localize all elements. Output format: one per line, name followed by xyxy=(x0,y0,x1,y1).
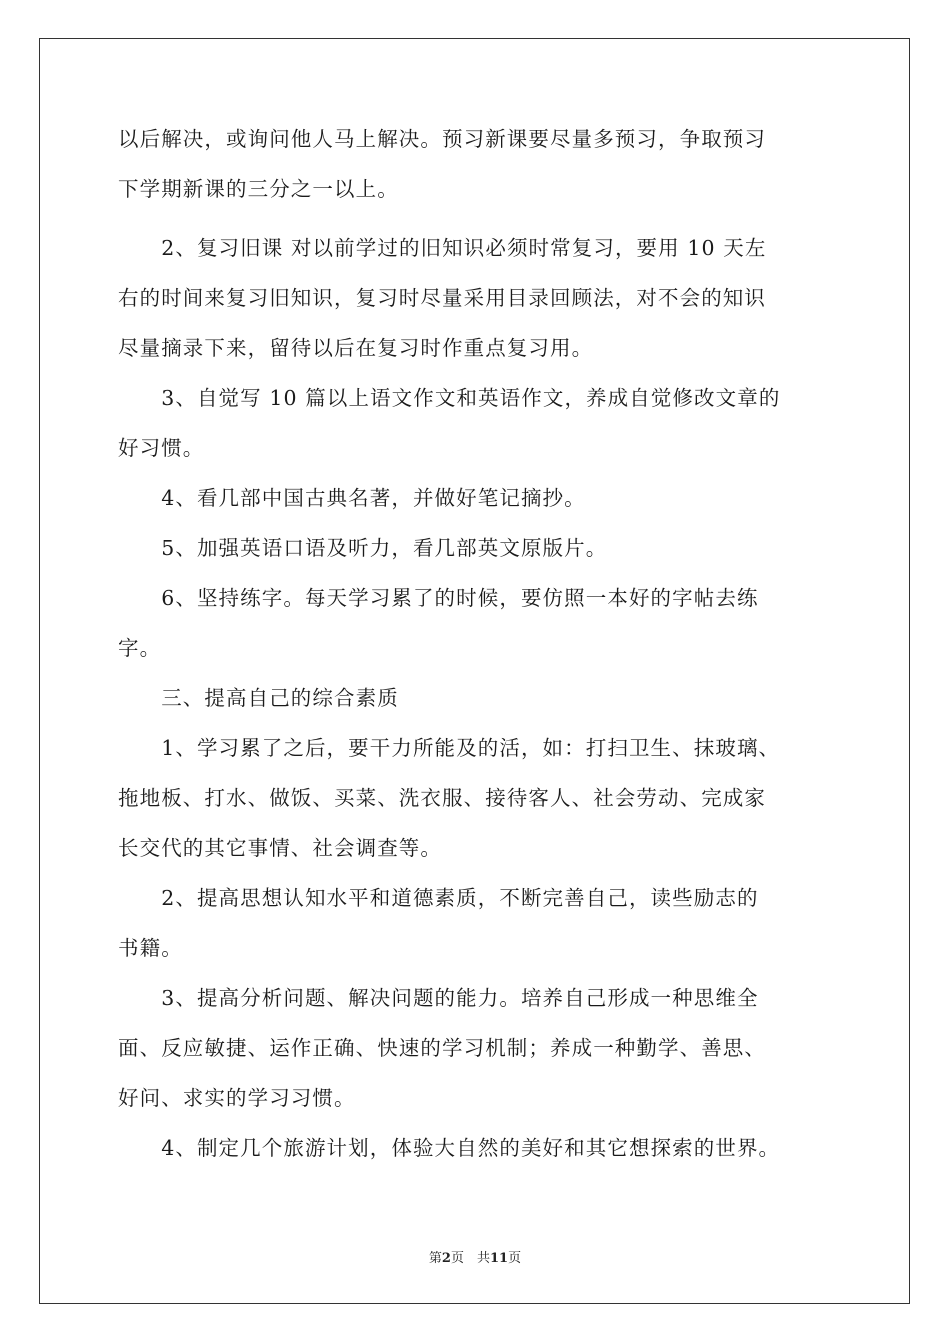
footer-middle: 页 共 xyxy=(450,1251,490,1266)
total-pages-number: 11 xyxy=(489,1251,509,1266)
text-line: 长交代的其它事情、社会调查等。 xyxy=(118,836,442,860)
text-line: 6、坚持练字。每天学习累了的时候，要仿照一本好的字帖去练 xyxy=(118,586,759,610)
text-line: 好习惯。 xyxy=(118,436,205,460)
text-line: 2、复习旧课 对以前学过的旧知识必须时常复习，要用 10 天左 xyxy=(118,236,767,260)
text-line: 以后解决，或询问他人马上解决。预习新课要尽量多预习，争取预习 xyxy=(118,127,766,151)
text-line: 书籍。 xyxy=(118,936,183,960)
text-line: 1、学习累了之后，要干力所能及的活，如：打扫卫生、抹玻璃、 xyxy=(118,736,781,760)
text-line: 右的时间来复习旧知识，复习时尽量采用目录回顾法，对不会的知识 xyxy=(118,286,766,310)
text-line: 4、看几部中国古典名著，并做好笔记摘抄。 xyxy=(118,486,586,510)
text-line: 尽量摘录下来，留待以后在复习时作重点复习用。 xyxy=(118,336,594,360)
text-line: 3、提高分析问题、解决问题的能力。培养自己形成一种思维全 xyxy=(118,986,759,1010)
text-line: 字。 xyxy=(118,636,162,660)
text-line: 面、反应敏捷、运作正确、快速的学习机制；养成一种勤学、善思、 xyxy=(118,1036,766,1060)
page-border xyxy=(39,38,910,1304)
footer-suffix: 页 xyxy=(508,1251,522,1266)
text-line: 3、自觉写 10 篇以上语文作文和英语作文，养成自觉修改文章的 xyxy=(118,386,781,410)
section-heading: 三、提高自己的综合素质 xyxy=(118,686,399,710)
page-footer xyxy=(0,1247,950,1266)
text-line: 好问、求实的学习习惯。 xyxy=(118,1086,356,1110)
text-line: 5、加强英语口语及听力，看几部英文原版片。 xyxy=(118,536,608,560)
current-page-number: 2 xyxy=(441,1251,451,1266)
text-line: 下学期新课的三分之一以上。 xyxy=(118,177,399,201)
text-line: 4、制定几个旅游计划，体验大自然的美好和其它想探索的世界。 xyxy=(118,1136,781,1160)
footer-prefix: 第 xyxy=(428,1251,442,1266)
text-line: 2、提高思想认知水平和道德素质，不断完善自己，读些励志的 xyxy=(118,886,759,910)
text-line: 拖地板、打水、做饭、买菜、洗衣服、接待客人、社会劳动、完成家 xyxy=(118,786,766,810)
